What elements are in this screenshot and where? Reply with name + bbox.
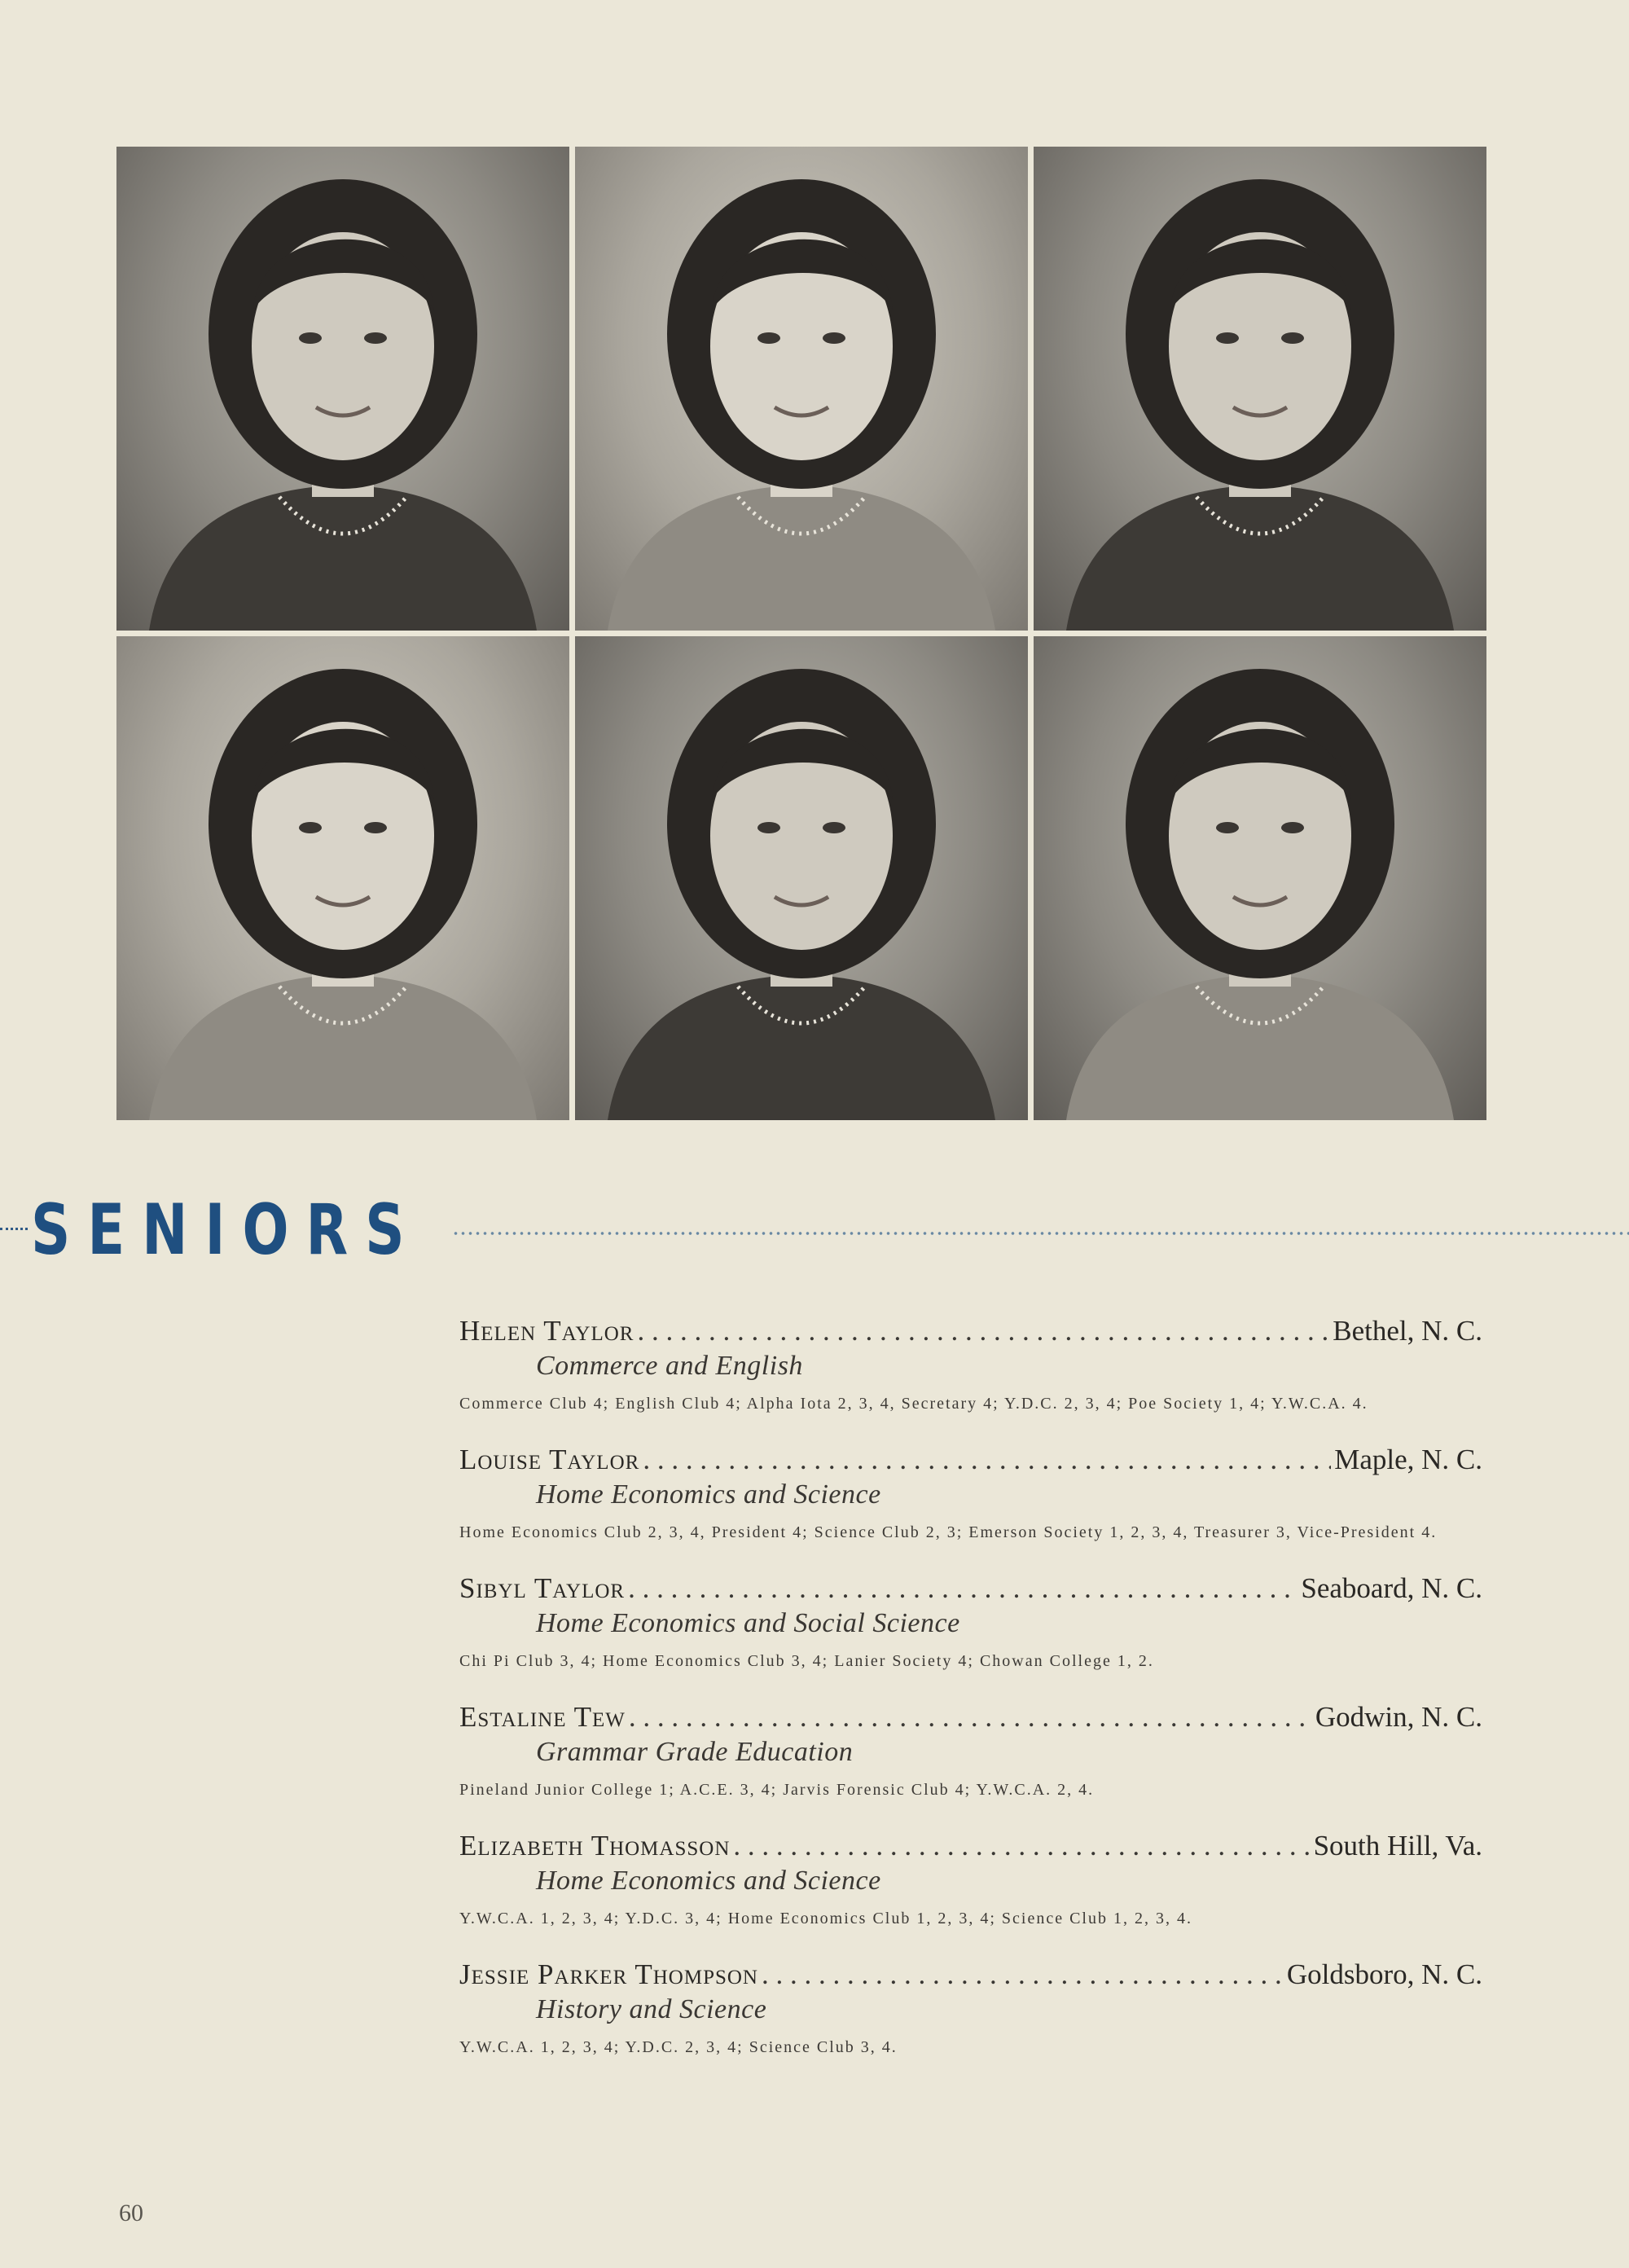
leader-dots bbox=[733, 1828, 1310, 1864]
portrait-silhouette bbox=[575, 636, 1028, 1120]
leader-dots bbox=[629, 1699, 1312, 1735]
portrait-silhouette bbox=[1034, 636, 1486, 1120]
entry-name-line bbox=[459, 1957, 1482, 1993]
hometown: Goldsboro, N. C. bbox=[1286, 1958, 1482, 1990]
field-of-study: History and Science bbox=[536, 1994, 767, 2024]
portrait-photo-5 bbox=[575, 636, 1028, 1120]
field-of-study: Home Economics and Science bbox=[536, 1866, 881, 1896]
leader-dots bbox=[637, 1313, 1329, 1349]
field-of-study: Home Economics and Social Science bbox=[536, 1608, 960, 1638]
senior-entry bbox=[459, 1957, 1482, 2058]
student-name: Helen Taylor bbox=[459, 1315, 634, 1347]
leader-dots bbox=[643, 1442, 1331, 1478]
student-name: Elizabeth Thomasson bbox=[459, 1830, 731, 1861]
activities-list: Chi Pi Club 3, 4; Home Economics Club 3, 4; Lanier Society 4; Chowan College 1, 2. bbox=[459, 1652, 1154, 1670]
activities-list: Y.W.C.A. 1, 2, 3, 4; Y.D.C. 3, 4; Home Economics Club 1, 2, 3, 4; Science Club 1, 2, 3, 4. bbox=[459, 1910, 1192, 1927]
portrait-photo-4 bbox=[116, 636, 569, 1120]
hometown: South Hill, Va. bbox=[1313, 1830, 1482, 1861]
student-name: Jessie Parker Thompson bbox=[459, 1958, 758, 1990]
entry-name-line bbox=[459, 1442, 1482, 1478]
hometown: Bethel, N. C. bbox=[1333, 1315, 1482, 1347]
portrait-photo-6 bbox=[1034, 636, 1486, 1120]
entry-name-line bbox=[459, 1313, 1482, 1349]
senior-entry bbox=[459, 1442, 1482, 1543]
senior-entry bbox=[459, 1313, 1482, 1414]
portrait-photo-3 bbox=[1034, 147, 1486, 631]
senior-entry bbox=[459, 1699, 1482, 1800]
field-of-study: Home Economics and Science bbox=[536, 1479, 881, 1510]
student-name: Estaline Tew bbox=[459, 1701, 626, 1733]
field-of-study: Commerce and English bbox=[536, 1351, 803, 1381]
entry-name-line bbox=[459, 1699, 1482, 1735]
student-name: Louise Taylor bbox=[459, 1444, 640, 1475]
student-name: Sibyl Taylor bbox=[459, 1572, 626, 1604]
senior-entries bbox=[459, 1313, 1482, 2086]
hometown: Godwin, N. C. bbox=[1315, 1701, 1482, 1733]
portrait-silhouette bbox=[116, 636, 569, 1120]
portrait-photo-2 bbox=[575, 147, 1028, 631]
leader-dots bbox=[628, 1571, 1297, 1606]
leader-dots bbox=[762, 1957, 1284, 1993]
portrait-silhouette bbox=[116, 147, 569, 631]
portrait-photo-1 bbox=[116, 147, 569, 631]
senior-entry bbox=[459, 1571, 1482, 1672]
activities-list: Home Economics Club 2, 3, 4, President 4; Science Club 2, 3; Emerson Society 1, 2, 3, 4, Treasurer 3, Vice-President 4. bbox=[459, 1523, 1438, 1541]
field-of-study: Grammar Grade Education bbox=[536, 1737, 854, 1767]
portrait-grid bbox=[116, 147, 1487, 1124]
senior-entry bbox=[459, 1828, 1482, 1929]
portrait-silhouette bbox=[575, 147, 1028, 631]
entry-name-line bbox=[459, 1571, 1482, 1606]
activities-list: Commerce Club 4; English Club 4; Alpha Iota 2, 3, 4, Secretary 4; Y.D.C. 2, 3, 4; Poe Society 1, 4; Y.W.C.A. 4. bbox=[459, 1395, 1368, 1413]
page-number: 60 bbox=[119, 2200, 143, 2226]
portrait-silhouette bbox=[1034, 147, 1486, 631]
activities-list: Y.W.C.A. 1, 2, 3, 4; Y.D.C. 2, 3, 4; Science Club 3, 4. bbox=[459, 2038, 898, 2056]
hometown: Maple, N. C. bbox=[1334, 1444, 1482, 1475]
seniors-title: SENIORS bbox=[31, 1189, 422, 1271]
heading-leader-dots bbox=[0, 1228, 28, 1233]
hometown: Seaboard, N. C. bbox=[1301, 1572, 1482, 1604]
entry-name-line bbox=[459, 1828, 1482, 1864]
activities-list: Pineland Junior College 1; A.C.E. 3, 4; Jarvis Forensic Club 4; Y.W.C.A. 2, 4. bbox=[459, 1781, 1095, 1799]
heading-dotted-rule bbox=[452, 1230, 1629, 1237]
